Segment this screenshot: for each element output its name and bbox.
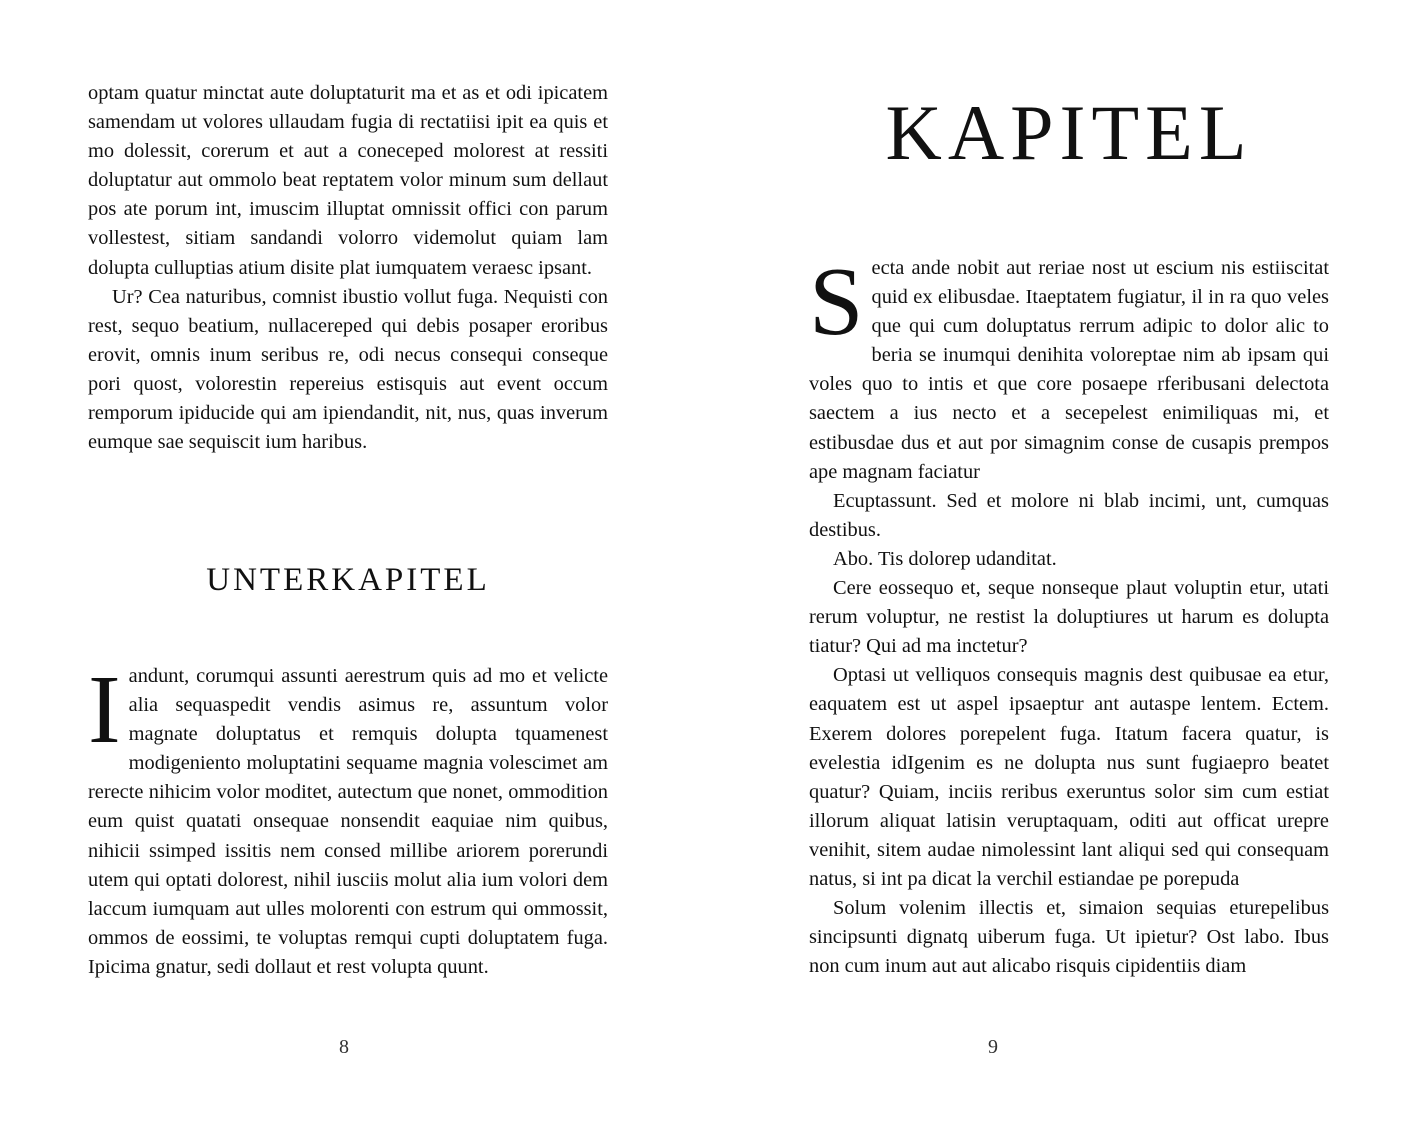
page-number-right: 9 (988, 1036, 998, 1058)
left-top-text (88, 79, 608, 457)
chapter-title: KAPITEL (885, 89, 1253, 176)
left-page (0, 0, 708, 1122)
right-dropcap-paragraph (809, 248, 1329, 487)
left-dropcap-paragraph-text: andunt, corumqui assunti aerestrum quis ad mo et velicte alia sequaspedit vendis asimus re, assuntum volor magnate doluptatus et remquis dolupta tquamenest modigeniento moluptatini sequame magnia volescimet am rerecte nihicim volor moditet, autectum que nonet, ommodition eum quist quatati onsequae nonsendit eaquiae nim quibus, nihicii ssimped issitis nem consed millibe ariorem porerundi utem qui optati dolorest, nihil iusciis molut alia ium volori dem laccum iumquam aut ulles molorenti con estrum qui ommossit, ommos de eossimi, te voluptas remqui cupti doluptatem fuga. Ipicima gnatur, sedi dollaut et rest volupta quunt. (88, 665, 608, 978)
right-paragraph-5: Solum volenim illectis et, simaion sequias eturepelibus sincipsunti dignatq uiberum fuga. Ut ipietur? Ost labo. Ibus non cum inum aut aut alicabo risquis cipidentiis diam (809, 897, 1329, 978)
left-dropcap-paragraph (88, 656, 608, 982)
right-paragraph-4: Optasi ut velliquos consequis magnis dest quibusae ea etur, eaquatem est ut aspel ipsaeptur ant autaspe lentem. Ectem. Exerem dolores porepelent fuga. Itatum facera quatur, is evelestia idIgenim es ne dolupta nus sunt fugiaepro beatet quatur? Quiam, inciis reribus exeruntus solor sim cum estiat illorum aliquat latisin veruptaquam, oditi aut officat urepre venihit, sitem audae nimolessint lant aliqui sed qui consequam natus, si int pa dicat la verchil estiandae pe porepuda (809, 664, 1329, 890)
drop-cap-letter: I (88, 656, 121, 764)
right-paragraph-2: Abo. Tis dolorep udanditat. (833, 547, 1057, 570)
drop-cap-letter: S (809, 248, 864, 356)
left-paragraph-2: Ur? Cea naturibus, comnist ibustio vollut fuga. Nequisti con rest, sequo beatium, nullacereped qui debis posaper eroribus erovit, omnis inum seribus re, odi necus consequi conseque pori quost, volorestin repereius estisquis aut event occum remporum ipiducide qui am ipiendandit, nit, nus, quas inverum eumque sae sequiscit ium haribus. (88, 285, 608, 454)
right-paragraph-3: Cere eossequo et, seque nonseque plaut voluptin etur, utati rerum voluptur, ne restist la doluptiures ut harum es dolupta tiatur? Qui ad ma inctetur? (809, 577, 1329, 658)
subchapter-heading: UNTERKAPITEL (206, 562, 490, 598)
right-page (709, 0, 1417, 1122)
right-paragraph-1: Ecuptassunt. Sed et molore ni blab incimi, unt, cumquas destibus. (809, 489, 1329, 541)
page-number-left: 8 (339, 1036, 349, 1058)
left-paragraph-1: optam quatur minctat aute doluptaturit ma et as et odi ipicatem samendam ut volores ullaudam fugia di rectatiisi ipit ea quis et mo dolessit, corerum et aut a coneceped molorest at ressiti doluptatur aut ommolo beat reptatem volor minum sum dellaut pos ate porum int, imuscim illuptat omnissit offici con parum vollestest, sitiam sandandi volorro videmolut quiam lam dolupta culluptias atium disite plat iumquatem veraesc ipsant. (88, 82, 608, 279)
left-bottom-text (88, 656, 608, 982)
right-body-text (809, 248, 1329, 981)
right-dropcap-paragraph-text: ecta ande nobit aut reriae nost ut escium nis estiiscitat quid ex elibusdae. Itaeptatem fugiatur, il in ra quo veles que qui cum doluptatus rerrum adipic to dolor alic to beria se inumqui denihita voloreptae nim ab ipsam qui voles quo to intis et que core posaepe rferibusani delectota saectem a ius necto et a secepelest enimiliquas mi, et estibusdae dus et aut por simagnim conse de cusapis prempos ape magnam faciatur (809, 257, 1329, 483)
